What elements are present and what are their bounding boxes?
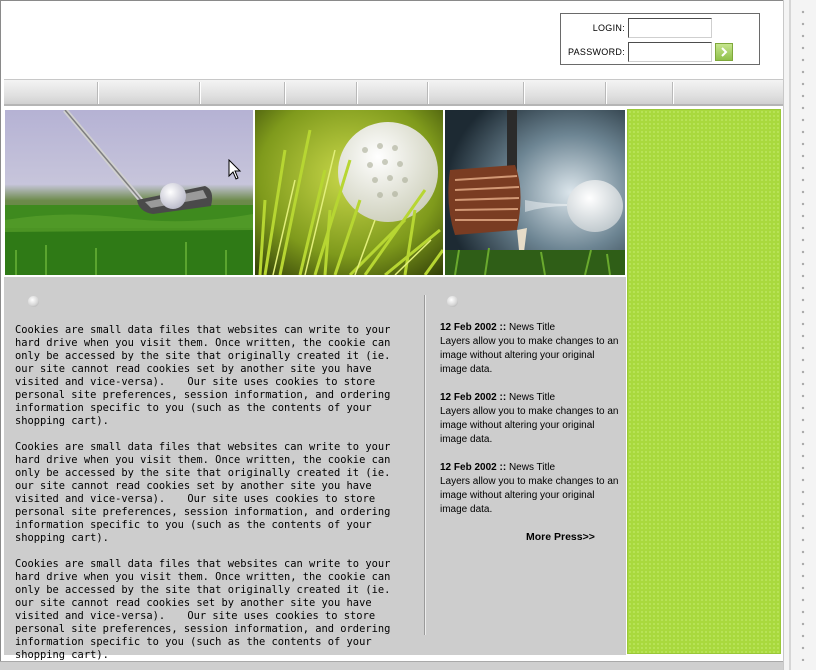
nav-bar — [4, 79, 783, 106]
cookie-text-more: Our site uses cookies to store personal site preferences, session information, and ordering information specific to you (such as the contents of your shopping cart). — [15, 493, 391, 544]
login-row — [561, 18, 712, 38]
news-column — [440, 321, 620, 531]
password-input[interactable] — [628, 42, 712, 62]
news-body: Layers allow you to make changes to an image without altering your original image data. — [440, 336, 619, 375]
login-label: LOGIN: — [592, 23, 625, 33]
nav-separator — [427, 82, 429, 104]
news-date: 12 Feb 2002 :: — [440, 322, 507, 333]
news-title[interactable]: News Title — [508, 392, 556, 403]
news-date: 12 Feb 2002 :: — [440, 392, 507, 403]
nav-separator — [199, 82, 201, 104]
cookie-text: Cookies are small data files that websites can write to your hard drive when you visit them. Once written, the cookie can only be accessed by the site that originally created it (ie. our site cannot read cookies set by another site you have visited and vice-versa). — [15, 324, 391, 388]
cookie-text-more: Our site uses cookies to store personal site preferences, session information, and ordering information specific to you (such as the contents of your shopping cart). — [15, 376, 391, 427]
bullet-icon — [447, 296, 458, 307]
cookie-text-more: Our site uses cookies to store personal site preferences, session information, and ordering information specific to you (such as the contents of your shopping cart). — [15, 610, 391, 661]
column-divider — [424, 295, 426, 635]
login-submit-button[interactable] — [715, 43, 733, 61]
photo-ball-in-grass — [255, 110, 443, 275]
cookie-paragraph — [15, 558, 410, 662]
news-item — [440, 461, 620, 517]
arrow-right-icon — [716, 44, 732, 60]
news-title[interactable]: News Title — [508, 322, 556, 333]
news-title[interactable]: News Title — [508, 462, 556, 473]
nav-separator — [356, 82, 358, 104]
news-item — [440, 321, 620, 377]
news-body: Layers allow you to make changes to an image without altering your original image data. — [440, 406, 619, 445]
password-row — [561, 42, 733, 62]
nav-separator — [284, 82, 286, 104]
login-box — [560, 13, 760, 65]
news-date: 12 Feb 2002 :: — [440, 462, 507, 473]
bullet-icon — [28, 296, 39, 307]
news-body: Layers allow you to make changes to an image without altering your original image data. — [440, 476, 619, 515]
green-side-panel — [627, 109, 781, 654]
mouse-cursor-icon — [228, 159, 242, 181]
right-scroll-strip — [783, 0, 816, 670]
cookie-text: Cookies are small data files that websites can write to your hard drive when you visit them. Once written, the cookie can only be accessed by the site that originally created it (ie. our site cannot read cookies set by another site you have visited and vice-versa). — [15, 441, 391, 505]
nav-separator — [605, 82, 607, 104]
cookie-paragraph — [15, 441, 410, 545]
cookie-text: Cookies are small data files that websites can write to your hard drive when you visit them. Once written, the cookie can only be accessed by the site that originally created it (ie. our site cannot read cookies set by another site you have visited and vice-versa). — [15, 558, 391, 622]
nav-separator — [523, 82, 525, 104]
cookie-paragraph — [15, 324, 410, 428]
photo-golf-club — [5, 110, 253, 275]
photo-driver-swing — [445, 110, 625, 275]
nav-separator — [97, 82, 99, 104]
news-item — [440, 391, 620, 447]
nav-separator — [672, 82, 674, 104]
more-press-link[interactable]: More Press>> — [526, 531, 595, 543]
main-text-column — [15, 324, 410, 670]
login-input[interactable] — [628, 18, 712, 38]
password-label: PASSWORD: — [567, 47, 625, 57]
